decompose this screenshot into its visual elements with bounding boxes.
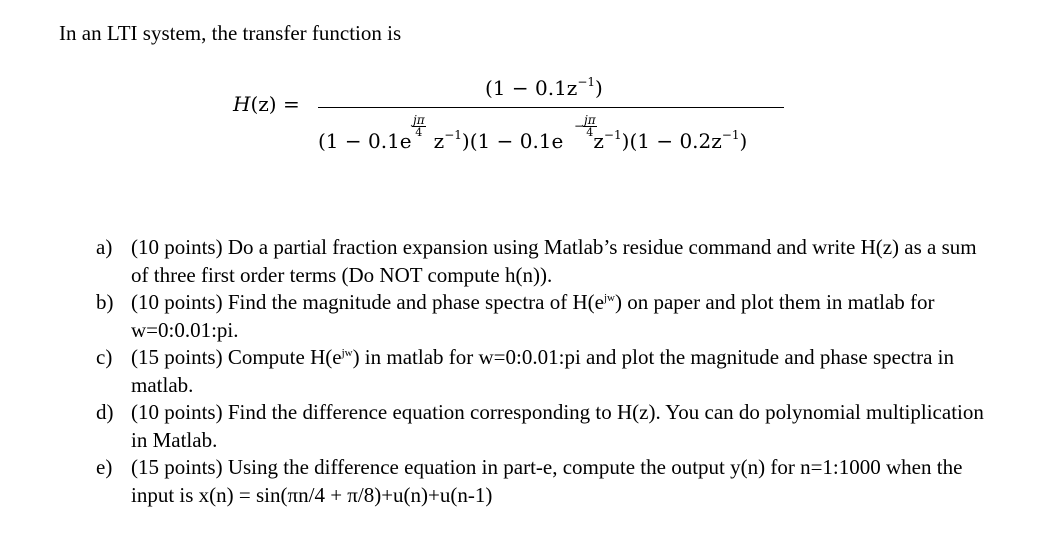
problem-intro: In an LTI system, the transfer function is (59, 21, 402, 45)
den-factor-2-exponent: −1 (603, 128, 622, 142)
part-d (96, 399, 996, 454)
den-factor-1-close: ) (461, 129, 470, 153)
den-factor-2-close: ) (621, 129, 630, 153)
part-c-superscript: jw (341, 347, 353, 359)
den-factor-3-close: ) (739, 129, 748, 153)
exponent-1-fraction (412, 114, 426, 138)
part-e (96, 454, 996, 509)
part-d-label: d) (96, 400, 114, 424)
part-b-text (131, 290, 935, 342)
part-e-text: (15 points) Using the difference equation in part-e, compute the output y(n) for n=1:1000 when the input is x(n) = sin(πn/4 + π/8)+u(n)+u(n-1) (131, 455, 963, 507)
exponent-2-sign: − (574, 119, 585, 133)
part-a-text: (10 points) Do a partial fraction expansion using Matlab’s residue command and write H(z) as a sum of three first order terms (Do NOT compute h(n)). (131, 235, 977, 287)
den-factor-1-z: z (433, 129, 445, 153)
equation-lhs (233, 91, 300, 117)
lhs-argument: (z) (250, 92, 277, 116)
den-factor-2-base: (1 − 0.1e (469, 129, 564, 153)
part-b-label: b) (96, 290, 114, 314)
fraction-bar (318, 107, 784, 108)
exponent-1-numerator: jπ (413, 113, 425, 127)
numerator-close: ) (595, 76, 603, 100)
part-c-text-end: ) in matlab for w=0:0.01:pi and plot the magnitude and phase spectra in matlab. (131, 345, 955, 397)
den-factor-1-exponent: −1 (444, 128, 462, 142)
part-b (96, 289, 996, 344)
part-c-text-start: (15 points) Compute H(e (131, 345, 342, 369)
den-factor-1-base: (1 − 0.1e (318, 129, 412, 153)
part-d-text: (10 points) Find the difference equation corresponding to H(z). You can do polynomial multiplication in Matlab. (131, 400, 984, 452)
part-b-text-start: (10 points) Find the magnitude and phase spectra of H(e (131, 290, 604, 314)
part-a-label: a) (96, 235, 113, 259)
question-parts-list (96, 234, 996, 509)
part-c (96, 344, 996, 399)
exponent-2-denominator: 4 (586, 126, 594, 139)
equation-denominator (318, 128, 747, 154)
part-b-superscript: jw (603, 292, 615, 304)
den-factor-2-z: z (593, 129, 604, 153)
equals-sign: = (282, 92, 300, 116)
den-factor-3-exponent: −1 (721, 128, 740, 142)
numerator-base: (1 − 0.1z (485, 76, 578, 100)
part-c-label: c) (96, 345, 113, 369)
exponent-2-fraction (574, 113, 597, 139)
lhs-function-name: H (233, 92, 251, 116)
part-b-text-end: ) on paper and plot them in matlab for w=0:0.01:pi. (131, 290, 935, 342)
equation-numerator (485, 75, 603, 101)
exponent-2-numerator: jπ (584, 113, 596, 127)
part-c-text (131, 345, 954, 397)
den-factor-3-base: (1 − 0.2z (629, 129, 722, 153)
exponent-1-denominator: 4 (415, 126, 423, 139)
numerator-exponent: −1 (577, 75, 596, 89)
part-a (96, 234, 996, 289)
part-e-label: e) (96, 455, 113, 479)
